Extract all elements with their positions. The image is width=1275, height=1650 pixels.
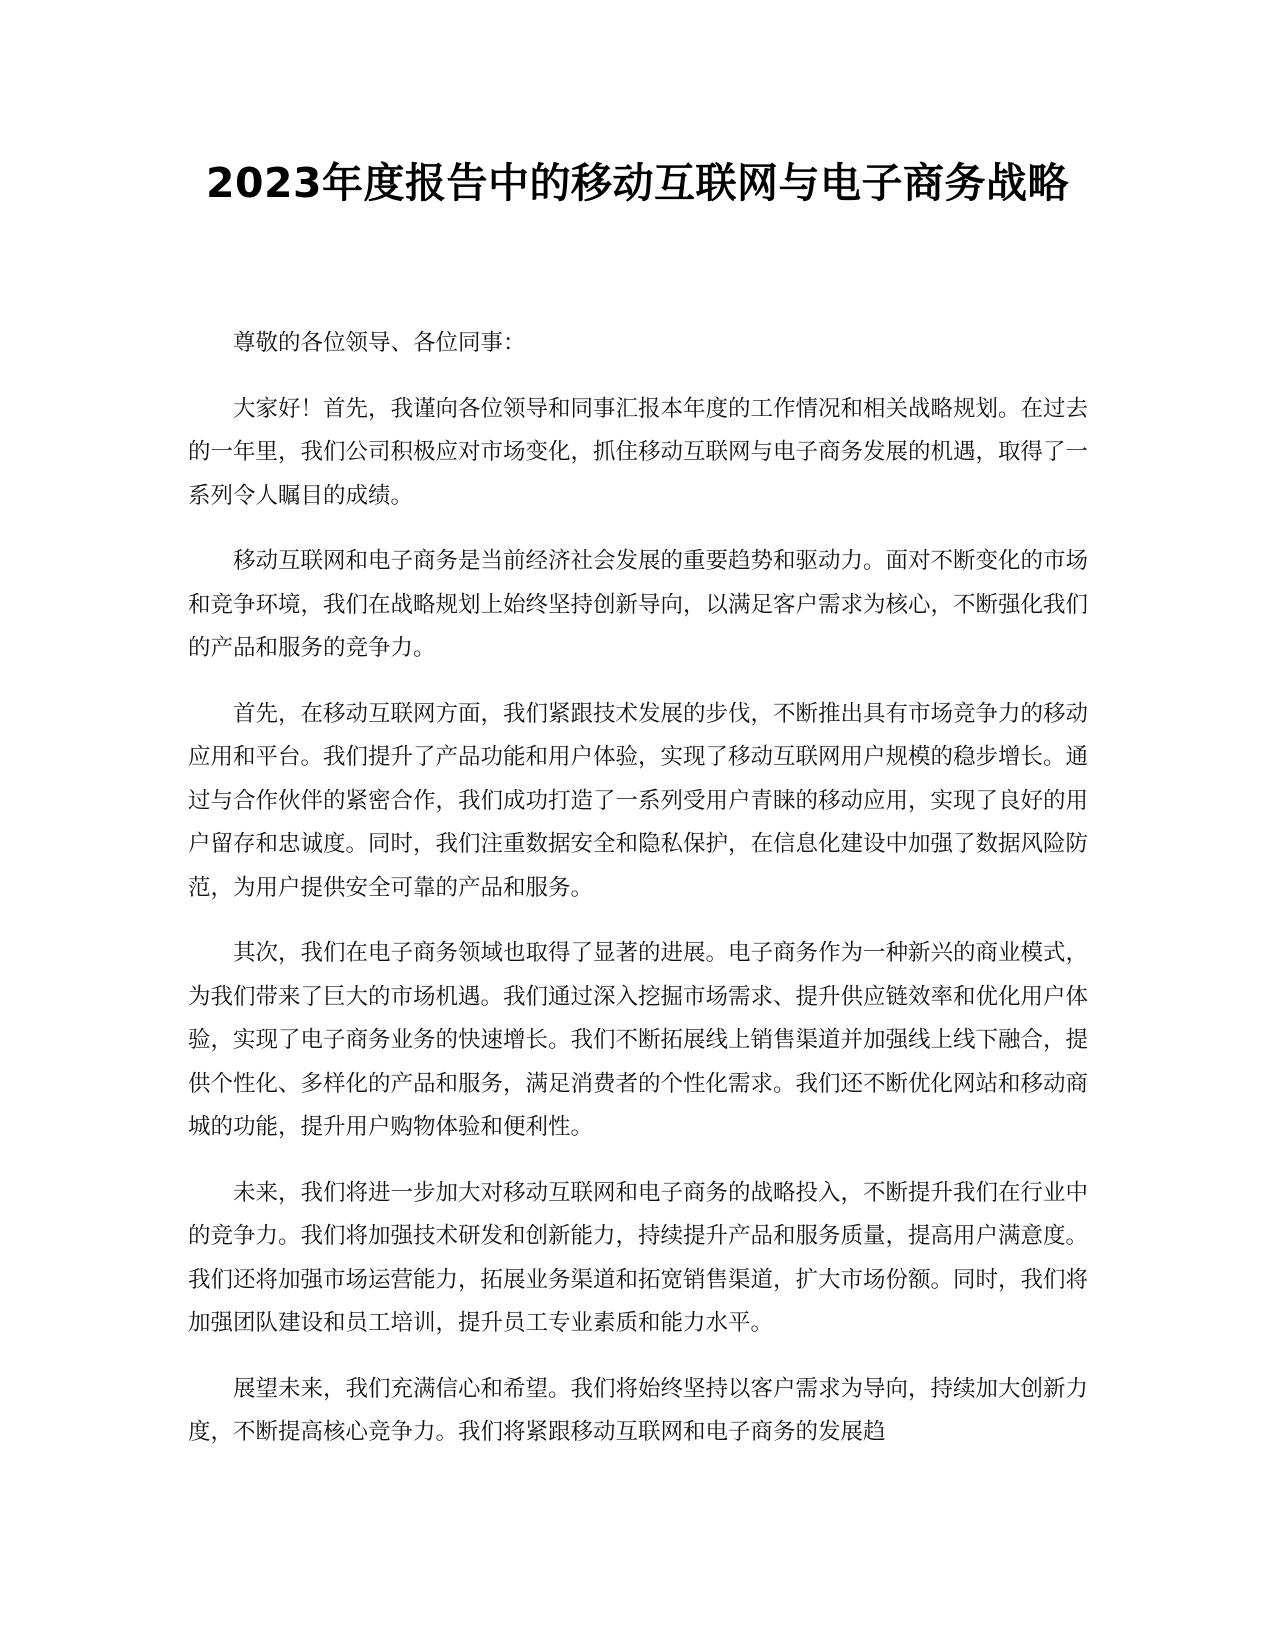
paragraph-future-plan: 未来，我们将进一步加大对移动互联网和电子商务的战略投入，不断提升我们在行业中的竞争力。我们将加强技术研发和创新能力，持续提升产品和服务质量，提高用户满意度。我们还将加强市场运营能力，拓展业务渠道和拓宽销售渠道，扩大市场份额。同时，我们将加强团队建设和员工培训，提升员工专业素质和能力水平。 [188,1179,1089,1336]
paragraph-trend: 移动互联网和电子商务是当前经济社会发展的重要趋势和驱动力。面对不断变化的市场和竞争环境，我们在战略规划上始终坚持创新导向，以满足客户需求为核心，不断强化我们的产品和服务的竞争力。 [188,548,1089,661]
document-title: 2023年度报告中的移动互联网与电子商务战略 [205,159,1070,207]
paragraph-outlook: 展望未来，我们充满信心和希望。我们将始终坚持以客户需求为导向，持续加大创新力度，不断提高核心竞争力。我们将紧跟移动互联网和电子商务的发展趋 [188,1375,1089,1445]
paragraph-mobile-internet: 首先，在移动互联网方面，我们紧跟技术发展的步伐，不断推出具有市场竞争力的移动应用和平台。我们提升了产品功能和用户体验，实现了移动互联网用户规模的稳步增长。通过与合作伙伴的紧密合作，我们成功打造了一系列受用户青睐的移动应用，实现了良好的用户留存和忠诚度。同时，我们注重数据安全和隐私保护，在信息化建设中加强了数据风险防范，为用户提供安全可靠的产品和服务。 [188,700,1089,901]
paragraph-greeting: 尊敬的各位领导、各位同事： [233,330,526,356]
paragraph-intro: 大家好！首先，我谨向各位领导和同事汇报本年度的工作情况和相关战略规划。在过去的一年里，我们公司积极应对市场变化，抓住移动互联网与电子商务发展的机遇，取得了一系列令人瞩目的成绩。 [188,395,1089,509]
paragraph-ecommerce: 其次，我们在电子商务领域也取得了显著的进展。电子商务作为一种新兴的商业模式，为我们带来了巨大的市场机遇。我们通过深入挖掘市场需求、提升供应链效率和优化用户体验，实现了电子商务业务的快速增长。我们不断拓展线上销售渠道并加强线上线下融合，提供个性化、多样化的产品和服务，满足消费者的个性化需求。我们还不断优化网站和移动商城的功能，提升用户购物体验和便利性。 [188,940,1089,1140]
document-body [188,322,1088,1477]
